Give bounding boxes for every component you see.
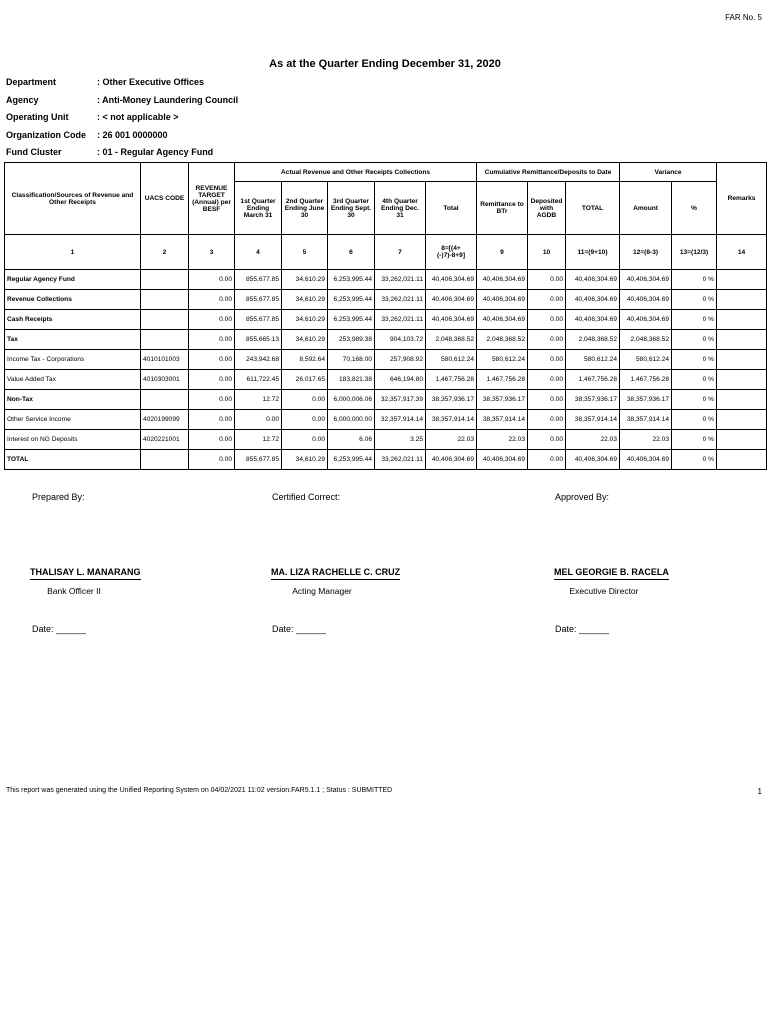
cell-remarks — [717, 270, 767, 290]
cell-q3: 6,253,995.44 — [328, 450, 375, 470]
cell-q4: 904,103.72 — [375, 330, 426, 350]
header-variance-group: Variance — [620, 163, 717, 182]
certified-by-position: Acting Manager — [292, 586, 352, 596]
cell-cum: 22.03 — [566, 430, 620, 450]
cell-q2: 34,610.29 — [282, 330, 328, 350]
cell-uacs — [141, 450, 189, 470]
info-row — [6, 77, 238, 95]
info-row — [6, 95, 238, 113]
cell-q3: 6,253,995.44 — [328, 310, 375, 330]
header-remarks: Remarks — [717, 163, 767, 235]
cell-dep: 0.00 — [528, 430, 566, 450]
cell-q1: 611,722.45 — [235, 370, 282, 390]
table-row — [5, 290, 767, 310]
cell-remarks — [717, 350, 767, 370]
info-value: : 01 - Regular Agency Fund — [97, 147, 214, 158]
cell-uacs — [141, 390, 189, 410]
column-index: 12=(8-3) — [620, 235, 672, 270]
info-row — [6, 112, 238, 130]
cell-pct: 0 % — [672, 430, 717, 450]
table-row — [5, 350, 767, 370]
cell-q2: 34,610.29 — [282, 290, 328, 310]
row-label: Other Service Income — [5, 410, 141, 430]
cell-q4: 33,262,021.11 — [375, 450, 426, 470]
cell-dep: 0.00 — [528, 270, 566, 290]
table-row — [5, 450, 767, 470]
cell-cum: 580,612.24 — [566, 350, 620, 370]
cell-dep: 0.00 — [528, 310, 566, 330]
column-index: 2 — [141, 235, 189, 270]
revenue-table — [4, 162, 767, 470]
cell-uacs — [141, 270, 189, 290]
cell-var: 2,048,368.52 — [620, 330, 672, 350]
column-index: 5 — [282, 235, 328, 270]
cell-remarks — [717, 290, 767, 310]
header-q2: 2nd Quarter Ending June 30 — [282, 182, 328, 235]
certified-by-name: MA. LIZA RACHELLE C. CRUZ — [271, 567, 400, 577]
header-q4: 4th Quarter Ending Dec. 31 — [375, 182, 426, 235]
cell-q4: 32,357,917.39 — [375, 390, 426, 410]
cell-total: 38,357,936.17 — [426, 390, 477, 410]
info-label: Department — [6, 77, 57, 87]
cell-q1: 12.72 — [235, 430, 282, 450]
cell-var: 38,357,936.17 — [620, 390, 672, 410]
cell-remarks — [717, 410, 767, 430]
cell-remarks — [717, 450, 767, 470]
cell-target: 0.00 — [189, 270, 235, 290]
cell-remarks — [717, 310, 767, 330]
column-index: 11=(9+10) — [566, 235, 620, 270]
cell-remit: 38,357,914.14 — [477, 410, 528, 430]
header-actual-group: Actual Revenue and Other Receipts Collections — [235, 163, 477, 182]
cell-remarks — [717, 330, 767, 350]
row-label: TOTAL — [5, 450, 141, 470]
cell-remarks — [717, 390, 767, 410]
info-label: Operating Unit — [6, 112, 69, 123]
cell-total: 580,612.24 — [426, 350, 477, 370]
cell-target: 0.00 — [189, 410, 235, 430]
cell-q2: 34,610.29 — [282, 450, 328, 470]
info-label: Organization Code — [6, 129, 87, 140]
cell-q2: 0.00 — [282, 390, 328, 410]
cell-pct: 0 % — [672, 410, 717, 430]
cell-remit: 1,467,756.28 — [477, 370, 528, 390]
cell-pct: 0 % — [672, 350, 717, 370]
cell-q2: 8,592.64 — [282, 350, 328, 370]
column-index: 14 — [717, 235, 767, 270]
cell-cum: 40,406,304.69 — [566, 290, 620, 310]
certified-correct-label: Certified Correct: — [272, 492, 341, 502]
cell-q4: 646,194.80 — [375, 370, 426, 390]
table-row — [5, 430, 767, 450]
cell-q4: 33,262,021.11 — [375, 290, 426, 310]
row-label: Cash Receipts — [5, 310, 141, 330]
cell-var: 1,467,756.28 — [620, 370, 672, 390]
cell-q4: 32,357,914.14 — [375, 410, 426, 430]
cell-cum: 40,406,304.69 — [566, 310, 620, 330]
cell-cum: 40,406,304.69 — [566, 450, 620, 470]
cell-q1: 855,665.13 — [235, 330, 282, 350]
cell-q1: 0.00 — [235, 410, 282, 430]
cell-q4: 257,908.92 — [375, 350, 426, 370]
column-index: 6 — [328, 235, 375, 270]
row-label: Value Added Tax — [5, 370, 141, 390]
cell-uacs — [141, 310, 189, 330]
column-index: 7 — [375, 235, 426, 270]
cell-var: 580,612.24 — [620, 350, 672, 370]
cell-uacs — [141, 330, 189, 350]
table-row — [5, 310, 767, 330]
cell-uacs: 4020199099 — [141, 410, 189, 430]
cell-cum: 1,467,756.28 — [566, 370, 620, 390]
cell-cum: 38,357,914.14 — [566, 410, 620, 430]
table-row — [5, 390, 767, 410]
row-label: Regular Agency Fund — [5, 270, 141, 290]
approved-by-name: MEL GEORGIE B. RACELA — [554, 567, 669, 577]
cell-q3: 6,000,000.00 — [328, 410, 375, 430]
cell-target: 0.00 — [189, 430, 235, 450]
cell-pct: 0 % — [672, 290, 717, 310]
header-q3: 3rd Quarter Ending Sept. 30 — [328, 182, 375, 235]
row-label: Revenue Collections — [5, 290, 141, 310]
cell-pct: 0 % — [672, 270, 717, 290]
cell-q1: 12.72 — [235, 390, 282, 410]
cell-uacs: 4010101003 — [141, 350, 189, 370]
certified-date: Date: ______ — [272, 624, 327, 634]
cell-q3: 6,000,006.06 — [328, 390, 375, 410]
cell-target: 0.00 — [189, 290, 235, 310]
cell-total: 1,467,756.28 — [426, 370, 477, 390]
cell-q2: 34,610.29 — [282, 310, 328, 330]
prepared-by-name: THALISAY L. MANARANG — [30, 567, 141, 577]
approved-by-position: Executive Director — [569, 586, 639, 596]
cell-target: 0.00 — [189, 330, 235, 350]
row-label: Income Tax - Corporations — [5, 350, 141, 370]
cell-total: 40,406,304.69 — [426, 450, 477, 470]
cell-target: 0.00 — [189, 350, 235, 370]
form-number: FAR No. 5 — [725, 13, 762, 22]
info-value: : Other Executive Offices — [97, 77, 205, 87]
cell-remit: 580,612.24 — [477, 350, 528, 370]
cell-q3: 183,821.38 — [328, 370, 375, 390]
table-row — [5, 330, 767, 350]
cell-remit: 40,406,304.69 — [477, 310, 528, 330]
cell-remit: 40,406,304.69 — [477, 450, 528, 470]
cell-q1: 855,677.85 — [235, 450, 282, 470]
info-label: Fund Cluster — [6, 147, 62, 158]
prepared-date: Date: ______ — [32, 624, 87, 634]
cell-q2: 0.00 — [282, 430, 328, 450]
cell-remit: 2,048,368.52 — [477, 330, 528, 350]
row-label: Tax — [5, 330, 141, 350]
info-value: : Anti-Money Laundering Council — [97, 94, 239, 105]
cell-pct: 0 % — [672, 450, 717, 470]
cell-total: 40,406,304.69 — [426, 290, 477, 310]
cell-q3: 6,253,995.44 — [328, 290, 375, 310]
row-label: Interest on NG Deposits — [5, 430, 141, 450]
cell-q3: 6,253,995.44 — [328, 270, 375, 290]
info-value: : 26 001 0000000 — [97, 129, 168, 140]
cell-target: 0.00 — [189, 450, 235, 470]
cell-total: 22.03 — [426, 430, 477, 450]
cell-pct: 0 % — [672, 330, 717, 350]
table-row — [5, 370, 767, 390]
cell-pct: 0 % — [672, 310, 717, 330]
cell-cum: 40,406,304.69 — [566, 270, 620, 290]
cell-q3: 6.06 — [328, 430, 375, 450]
cell-remit: 40,406,304.69 — [477, 290, 528, 310]
cell-q2: 34,610.29 — [282, 270, 328, 290]
info-row — [6, 130, 238, 148]
header-target: REVENUE TARGET (Annual) per BESF — [189, 163, 235, 235]
cell-var: 40,406,304.69 — [620, 270, 672, 290]
column-index: 4 — [235, 235, 282, 270]
prepared-by-position: Bank Officer II — [47, 586, 101, 596]
report-footer: This report was generated using the Unified Reporting System on 04/02/2021 11:02 version.FAR5.1.1 ; Status : SUBMITTED — [6, 787, 393, 794]
cell-var: 40,406,304.69 — [620, 290, 672, 310]
cell-var: 38,357,914.14 — [620, 410, 672, 430]
cell-uacs — [141, 290, 189, 310]
cell-dep: 0.00 — [528, 350, 566, 370]
cell-var: 40,406,304.69 — [620, 450, 672, 470]
cell-total: 40,406,304.69 — [426, 310, 477, 330]
column-index: 9 — [477, 235, 528, 270]
header-cumulative-group: Cumulative Remittance/Deposits to Date — [477, 163, 620, 182]
cell-q1: 855,677.85 — [235, 270, 282, 290]
row-label: Non-Tax — [5, 390, 141, 410]
header-cum-total: TOTAL — [566, 182, 620, 235]
cell-uacs: 4010303001 — [141, 370, 189, 390]
header-q1: 1st Quarter Ending March 31 — [235, 182, 282, 235]
cell-dep: 0.00 — [528, 410, 566, 430]
cell-q3: 70,168.00 — [328, 350, 375, 370]
cell-dep: 0.00 — [528, 390, 566, 410]
cell-remit: 38,357,936.17 — [477, 390, 528, 410]
cell-q2: 26,017.65 — [282, 370, 328, 390]
header-percent: % — [672, 182, 717, 235]
cell-q2: 0.00 — [282, 410, 328, 430]
cell-dep: 0.00 — [528, 330, 566, 350]
cell-remarks — [717, 430, 767, 450]
approved-by-label: Approved By: — [555, 492, 610, 502]
table-row — [5, 270, 767, 290]
report-title: As at the Quarter Ending December 31, 2020 — [269, 58, 501, 70]
cell-dep: 0.00 — [528, 450, 566, 470]
column-index: 1 — [5, 235, 141, 270]
column-index: 13=(12/3) — [672, 235, 717, 270]
table-body — [5, 270, 767, 470]
cell-q1: 855,677.85 — [235, 310, 282, 330]
table-row — [5, 410, 767, 430]
cell-target: 0.00 — [189, 390, 235, 410]
column-index-row — [5, 235, 767, 270]
cell-remarks — [717, 370, 767, 390]
column-index: 8=[(4+(-)7)-8+9] — [426, 235, 477, 270]
cell-q4: 33,262,021.11 — [375, 310, 426, 330]
cell-var: 22.03 — [620, 430, 672, 450]
approved-date: Date: ______ — [555, 624, 610, 634]
cell-remit: 40,406,304.69 — [477, 270, 528, 290]
header-remittance: Remittance to BTr — [477, 182, 528, 235]
cell-cum: 2,048,368.52 — [566, 330, 620, 350]
cell-q4: 33,262,021.11 — [375, 270, 426, 290]
cell-pct: 0 % — [672, 390, 717, 410]
cell-q4: 3.25 — [375, 430, 426, 450]
page-number: 1 — [757, 787, 762, 796]
cell-total: 40,406,304.69 — [426, 270, 477, 290]
cell-q1: 243,942.68 — [235, 350, 282, 370]
header-amount: Amount — [620, 182, 672, 235]
cell-var: 40,406,304.69 — [620, 310, 672, 330]
prepared-by-label: Prepared By: — [32, 492, 85, 502]
cell-cum: 38,357,936.17 — [566, 390, 620, 410]
cell-pct: 0 % — [672, 370, 717, 390]
header-classification: Classification/Sources of Revenue and Other Receipts — [5, 163, 141, 235]
column-index: 3 — [189, 235, 235, 270]
cell-q3: 253,989.38 — [328, 330, 375, 350]
header-uacs: UACS CODE — [141, 163, 189, 235]
cell-uacs: 4020221001 — [141, 430, 189, 450]
header-deposited: Deposited with AGDB — [528, 182, 566, 235]
cell-dep: 0.00 — [528, 290, 566, 310]
cell-remit: 22.03 — [477, 430, 528, 450]
cell-target: 0.00 — [189, 310, 235, 330]
column-index: 10 — [528, 235, 566, 270]
cell-total: 38,357,914.14 — [426, 410, 477, 430]
agency-info — [6, 77, 238, 165]
info-label: Agency — [6, 94, 39, 105]
cell-dep: 0.00 — [528, 370, 566, 390]
header-total: Total — [426, 182, 477, 235]
cell-total: 2,048,368.52 — [426, 330, 477, 350]
info-value: : < not applicable > — [97, 112, 179, 123]
cell-q1: 855,677.85 — [235, 290, 282, 310]
cell-target: 0.00 — [189, 370, 235, 390]
